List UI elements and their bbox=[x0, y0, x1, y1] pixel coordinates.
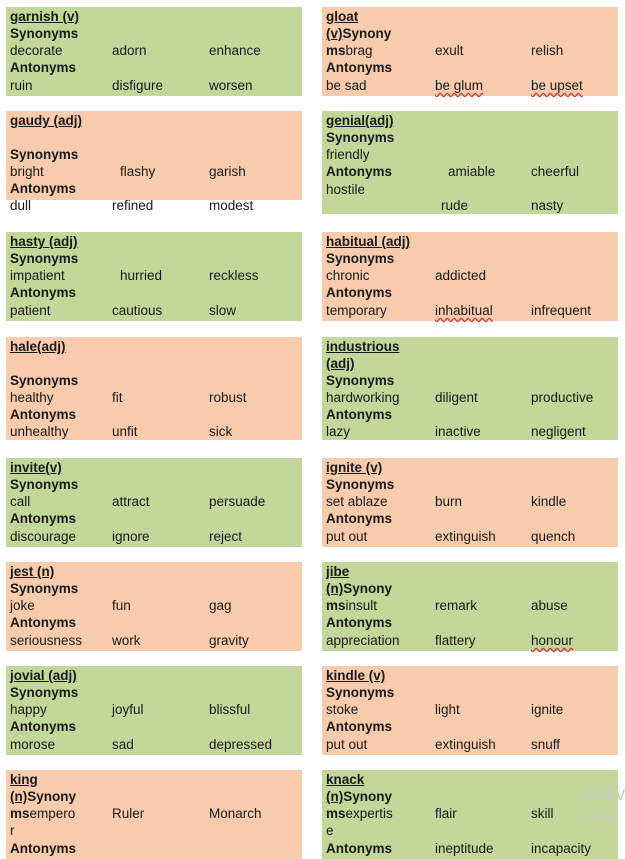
antonyms-label: Antonyms bbox=[326, 719, 393, 734]
antonym-1: put out bbox=[326, 737, 368, 752]
synonym-2: attract bbox=[112, 494, 150, 509]
synonyms-label: Synonyms bbox=[10, 373, 79, 388]
antonym-2: refined bbox=[112, 198, 154, 213]
synonyms-label-prefix: Synony bbox=[343, 581, 393, 596]
synonyms-label: Synonyms bbox=[10, 147, 79, 162]
card-gaudy bbox=[6, 111, 302, 213]
headword: gloat bbox=[326, 9, 359, 24]
synonym-1: bright bbox=[10, 164, 44, 179]
antonym-1: seriousness bbox=[10, 633, 83, 648]
synonym-1-line bbox=[10, 805, 75, 822]
antonym-3: nasty bbox=[531, 198, 564, 213]
headword: industrious bbox=[326, 339, 400, 354]
synonyms-label: Synonyms bbox=[326, 251, 395, 266]
antonym-2: flattery bbox=[435, 633, 476, 648]
synonym-1: joke bbox=[10, 598, 35, 613]
headword: genial(adj) bbox=[326, 113, 394, 128]
headword-tail: (n) bbox=[326, 581, 344, 596]
headword: jibe bbox=[326, 564, 350, 579]
synonym-1: insult bbox=[345, 598, 378, 613]
synonym-1: call bbox=[10, 494, 31, 509]
card-gloat bbox=[322, 7, 618, 96]
antonym-1: dull bbox=[10, 198, 32, 213]
antonym-3: modest bbox=[209, 198, 254, 213]
antonyms-label: Antonyms bbox=[326, 285, 393, 300]
card-knack bbox=[322, 770, 618, 859]
synonym-2: fit bbox=[112, 390, 123, 405]
card-industrious bbox=[322, 337, 618, 440]
synonym-3: reckless bbox=[209, 268, 259, 283]
antonym-3: negligent bbox=[531, 424, 586, 439]
antonyms-label: Antonyms bbox=[326, 407, 393, 422]
antonym-3: reject bbox=[209, 529, 243, 544]
synonym-3: ignite bbox=[531, 702, 564, 717]
card-king bbox=[6, 770, 302, 859]
synonym-2: fun bbox=[112, 598, 131, 613]
antonym-1: hostile bbox=[326, 182, 366, 197]
synonyms-label: Synonyms bbox=[10, 251, 79, 266]
headword: garnish (v) bbox=[10, 9, 80, 24]
synonym-3: robust bbox=[209, 390, 247, 405]
antonym-3: quench bbox=[531, 529, 576, 544]
synonyms-label: Synonyms bbox=[10, 581, 79, 596]
synonym-2: flair bbox=[435, 806, 457, 821]
synonym-3: Monarch bbox=[209, 806, 262, 821]
antonym-3: infrequent bbox=[531, 303, 592, 318]
synonym-2: diligent bbox=[435, 390, 478, 405]
antonym-3: slow bbox=[209, 303, 237, 318]
synonym-2: amiable bbox=[448, 164, 496, 179]
card-ignite bbox=[322, 458, 618, 547]
antonym-1: ruin bbox=[10, 78, 33, 93]
card-hale bbox=[6, 337, 302, 440]
antonym-3: sick bbox=[209, 424, 233, 439]
synonyms-label: Synonyms bbox=[326, 685, 395, 700]
antonyms-label: Antonyms bbox=[10, 407, 77, 422]
synonym-1: decorate bbox=[10, 43, 63, 58]
headword: jest (n) bbox=[10, 564, 55, 579]
card-jibe bbox=[322, 562, 618, 651]
antonyms-label: Antonyms bbox=[10, 841, 77, 856]
synonym-3: blissful bbox=[209, 702, 251, 717]
antonym-2: cautious bbox=[112, 303, 163, 318]
headword: invite(v) bbox=[10, 460, 62, 475]
antonym-2: disfigure bbox=[112, 78, 164, 93]
synonym-2: Ruler bbox=[112, 806, 145, 821]
synonyms-label: Synonyms bbox=[10, 26, 79, 41]
antonyms-label: Antonyms bbox=[10, 181, 77, 196]
headword-tail: (n) bbox=[10, 789, 28, 804]
synonym-2: exult bbox=[435, 43, 464, 58]
synonym-1-wrap: e bbox=[326, 823, 334, 838]
antonym-1: appreciation bbox=[326, 633, 400, 648]
antonym-3: worsen bbox=[209, 78, 253, 93]
synonym-2: light bbox=[435, 702, 460, 717]
antonym-2: inactive bbox=[435, 424, 481, 439]
antonyms-label: Antonyms bbox=[10, 285, 77, 300]
synonym-1-line bbox=[326, 805, 393, 822]
antonym-2: extinguish bbox=[435, 737, 496, 752]
headword: ignite (v) bbox=[326, 460, 383, 475]
headword-tail: (v) bbox=[326, 26, 343, 41]
card-hasty bbox=[6, 232, 302, 321]
synonyms-label-tail: ms bbox=[10, 806, 30, 821]
watermark-line-2: Go to bbox=[584, 808, 616, 823]
synonym-2: remark bbox=[435, 598, 478, 613]
synonym-1: stoke bbox=[326, 702, 359, 717]
antonym-1: put out bbox=[326, 529, 368, 544]
synonym-3: persuade bbox=[209, 494, 266, 509]
headword-tail-line bbox=[326, 788, 392, 805]
antonym-1: patient bbox=[10, 303, 51, 318]
antonyms-label: Antonyms bbox=[326, 841, 393, 856]
synonym-2: flashy bbox=[120, 164, 156, 179]
headword-tail: (n) bbox=[326, 789, 344, 804]
headword: knack bbox=[326, 772, 365, 787]
watermark-line-1: Activ bbox=[584, 784, 625, 805]
antonyms-label: Antonyms bbox=[10, 719, 77, 734]
antonym-1: temporary bbox=[326, 303, 387, 318]
synonym-3: relish bbox=[531, 43, 564, 58]
antonyms-label: Antonyms bbox=[326, 164, 393, 179]
antonym-1: be sad bbox=[326, 78, 367, 93]
antonym-2: rude bbox=[441, 198, 469, 213]
antonyms-label: Antonyms bbox=[326, 615, 393, 630]
synonym-1: chronic bbox=[326, 268, 370, 283]
headword: habitual (adj) bbox=[326, 234, 410, 249]
synonym-1: empero bbox=[29, 806, 76, 821]
card-habitual bbox=[322, 232, 618, 321]
headword: jovial (adj) bbox=[10, 668, 77, 683]
synonym-3: cheerful bbox=[531, 164, 580, 179]
antonym-2: be glum bbox=[435, 78, 484, 93]
synonym-1: friendly bbox=[326, 147, 370, 162]
synonyms-label-tail: ms bbox=[326, 598, 346, 613]
card-kindle bbox=[322, 666, 618, 755]
headword: gaudy (adj) bbox=[10, 113, 83, 128]
card-jovial bbox=[6, 666, 302, 755]
antonym-2: sad bbox=[112, 737, 134, 752]
antonym-3: gravity bbox=[209, 633, 249, 648]
antonym-2: ineptitude bbox=[435, 841, 494, 856]
headword: hale(adj) bbox=[10, 339, 66, 354]
synonym-1: expertis bbox=[345, 806, 393, 821]
synonym-3: productive bbox=[531, 390, 594, 405]
antonym-3: snuff bbox=[531, 737, 561, 752]
card-jest bbox=[6, 562, 302, 651]
antonym-2: ignore bbox=[112, 529, 150, 544]
synonym-3: garish bbox=[209, 164, 246, 179]
synonym-1: impatient bbox=[10, 268, 65, 283]
antonyms-label: Antonyms bbox=[10, 511, 77, 526]
synonym-1-line bbox=[326, 597, 377, 614]
synonym-1: happy bbox=[10, 702, 47, 717]
antonym-1: unhealthy bbox=[10, 424, 69, 439]
antonym-2: inhabitual bbox=[435, 303, 493, 318]
antonym-2: work bbox=[112, 633, 141, 648]
antonym-3: honour bbox=[531, 633, 574, 648]
synonym-3: kindle bbox=[531, 494, 567, 509]
antonym-2: extinguish bbox=[435, 529, 496, 544]
synonyms-label: Synonyms bbox=[326, 373, 395, 388]
headword-tail: (adj) bbox=[326, 356, 355, 371]
antonyms-label: Antonyms bbox=[326, 60, 393, 75]
synonym-1: set ablaze bbox=[326, 494, 388, 509]
card-invite bbox=[6, 458, 302, 547]
headword: hasty (adj) bbox=[10, 234, 78, 249]
headword: kindle (v) bbox=[326, 668, 386, 683]
antonyms-label: Antonyms bbox=[326, 511, 393, 526]
synonyms-label: Synonyms bbox=[10, 477, 79, 492]
antonym-1: discourage bbox=[10, 529, 77, 544]
synonyms-label-prefix: Synony bbox=[27, 789, 77, 804]
synonym-2: joyful bbox=[112, 702, 144, 717]
headword-tail-line bbox=[10, 788, 76, 805]
synonym-2: hurried bbox=[120, 268, 163, 283]
synonym-1-line bbox=[326, 42, 373, 59]
antonym-3: depressed bbox=[209, 737, 273, 752]
card-genial bbox=[322, 111, 618, 214]
synonyms-label: Synonyms bbox=[10, 685, 79, 700]
synonym-1: brag bbox=[345, 43, 373, 58]
synonyms-label-prefix: Synony bbox=[343, 789, 393, 804]
headword-tail-line bbox=[326, 25, 391, 42]
antonym-1: morose bbox=[10, 737, 56, 752]
synonym-3: gag bbox=[209, 598, 232, 613]
synonym-2: adorn bbox=[112, 43, 147, 58]
headword-tail-line bbox=[326, 580, 392, 597]
synonym-3: abuse bbox=[531, 598, 568, 613]
synonym-2: addicted bbox=[435, 268, 487, 283]
antonyms-label: Antonyms bbox=[10, 615, 77, 630]
antonym-2: unfit bbox=[112, 424, 138, 439]
synonyms-label: Synonyms bbox=[326, 130, 395, 145]
antonym-3: be upset bbox=[531, 78, 583, 93]
synonyms-label: Synonyms bbox=[326, 477, 395, 492]
synonym-2: burn bbox=[435, 494, 463, 509]
synonym-1: healthy bbox=[10, 390, 54, 405]
antonyms-label: Antonyms bbox=[10, 60, 77, 75]
antonym-3: incapacity bbox=[531, 841, 592, 856]
synonyms-label-tail: ms bbox=[326, 43, 346, 58]
headword: king bbox=[10, 772, 38, 787]
synonym-1: hardworking bbox=[326, 390, 400, 405]
synonym-1-wrap: r bbox=[10, 823, 15, 838]
synonyms-label-prefix: Synony bbox=[342, 26, 392, 41]
synonyms-label-tail: ms bbox=[326, 806, 346, 821]
antonym-1: lazy bbox=[326, 424, 351, 439]
card-garnish bbox=[6, 7, 302, 96]
synonym-3: enhance bbox=[209, 43, 261, 58]
synonym-3: skill bbox=[531, 806, 554, 821]
